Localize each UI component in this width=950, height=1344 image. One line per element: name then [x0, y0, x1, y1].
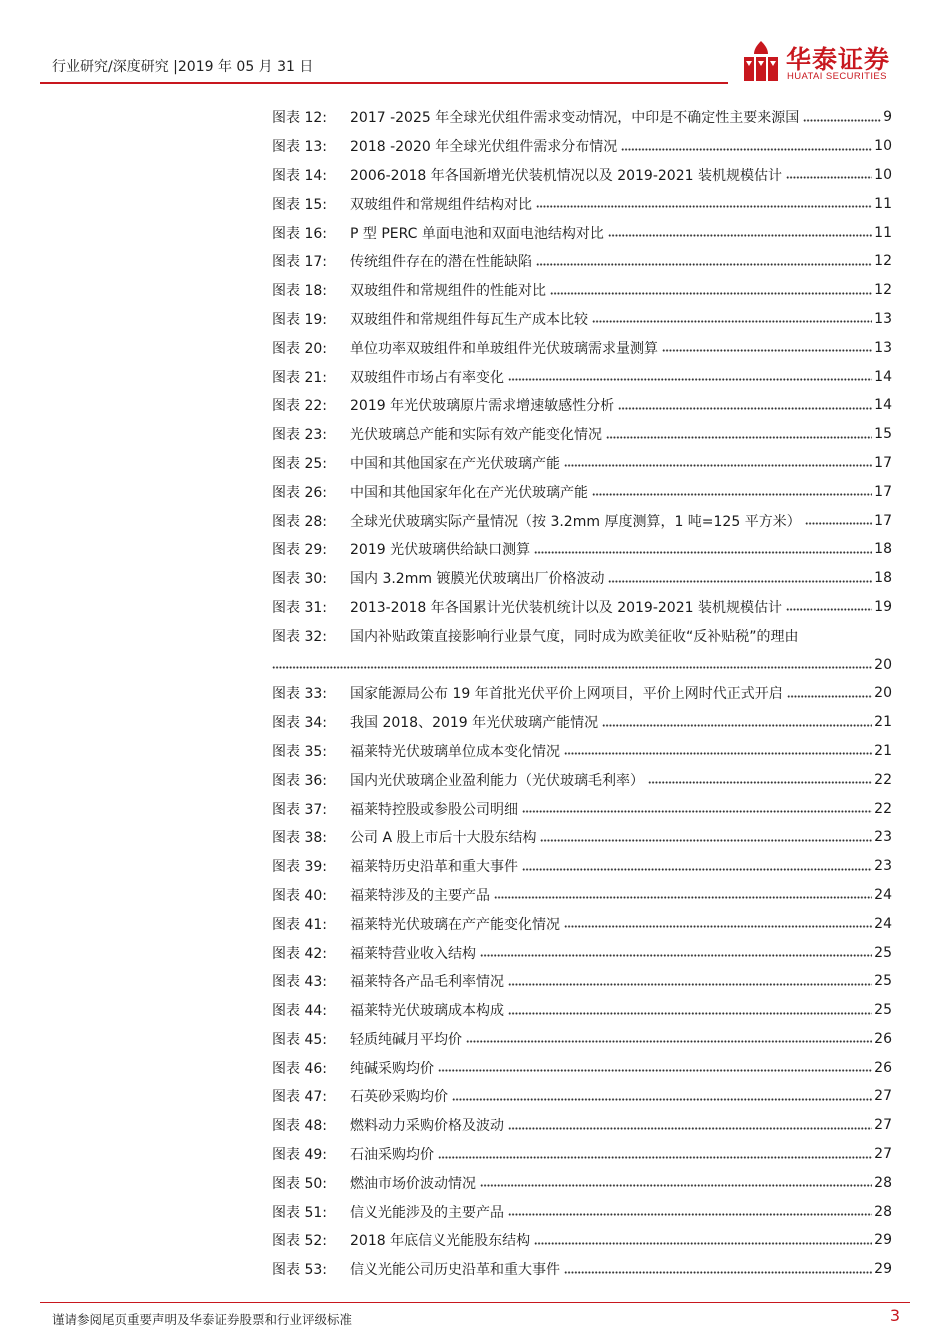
- toc-leader-dots: [508, 1210, 872, 1220]
- toc-leader-dots: [508, 1123, 872, 1133]
- toc-figure-title: 2018 -2020 年全球光伏组件需求分布情况: [350, 139, 618, 156]
- toc-figure-number: 图表 23:: [272, 427, 327, 444]
- toc-figure-title: 2019 光伏玻璃供给缺口测算: [350, 542, 531, 559]
- toc-page-number: 26: [874, 1059, 892, 1076]
- header-text: 行业研究/深度研究 |2019 年 05 月 31 日: [52, 59, 314, 75]
- toc-page-number: 27: [874, 1117, 892, 1134]
- toc-figure-number: 图表 35:: [272, 743, 327, 760]
- toc-leader-dots: [564, 1267, 872, 1277]
- toc-entry[interactable]: [272, 881, 892, 910]
- toc-leader-dots: [466, 1037, 872, 1047]
- toc-figure-title: 双玻组件和常规组件每瓦生产成本比较: [350, 311, 588, 328]
- toc-figure-title: 双玻组件和常规组件结构对比: [350, 196, 532, 213]
- toc-page-number: 14: [874, 397, 892, 414]
- toc-page-number: 18: [874, 541, 892, 558]
- toc-figure-number: 图表 36:: [272, 772, 327, 789]
- toc-figure-title: 福莱特控股或参股公司明细: [350, 801, 518, 818]
- toc-figure-number: 图表 19:: [272, 311, 327, 328]
- toc-figure-number: 图表 16:: [272, 225, 327, 242]
- toc-leader-dots: [438, 1152, 872, 1162]
- toc-page-number: 28: [874, 1174, 892, 1191]
- toc-page-number: 25: [874, 973, 892, 990]
- toc-page-number: 21: [874, 714, 892, 731]
- toc-figure-title: 中国和其他国家年化在产光伏玻璃产能: [350, 484, 588, 501]
- toc-page-number: 23: [874, 829, 892, 846]
- toc-figure-number: 图表 14:: [272, 167, 327, 184]
- toc-entry[interactable]: [272, 189, 892, 218]
- toc-page-number: 11: [874, 224, 892, 241]
- toc-leader-dots: [786, 173, 872, 183]
- toc-figure-title: 2018 年底信义光能股东结构: [350, 1233, 531, 1250]
- toc-entry[interactable]: [272, 996, 892, 1025]
- toc-entry[interactable]: [272, 218, 892, 247]
- toc-page-number: 24: [874, 915, 892, 932]
- toc-figure-title: 信义光能涉及的主要产品: [350, 1204, 504, 1221]
- toc-figure-title: 福莱特光伏玻璃在产产能变化情况: [350, 916, 560, 933]
- logo-english-name: HUATAI SECURITIES: [787, 71, 887, 82]
- toc-figure-title: 福莱特历史沿革和重大事件: [350, 859, 518, 876]
- toc-figure-title: P 型 PERC 单面电池和双面电池结构对比: [350, 225, 604, 242]
- toc-leader-dots: [508, 375, 872, 385]
- toc-page-number: 17: [874, 512, 892, 529]
- toc-figure-title: 福莱特营业收入结构: [350, 945, 476, 962]
- toc-entry[interactable]: [272, 593, 892, 622]
- toc-entry[interactable]: [272, 535, 892, 564]
- toc-figure-number: 图表 41:: [272, 916, 327, 933]
- toc-figure-title: 光伏玻璃总产能和实际有效产能变化情况: [350, 427, 602, 444]
- toc-figure-number: 图表 29:: [272, 542, 327, 559]
- toc-leader-dots: [480, 951, 872, 961]
- toc-leader-dots: [618, 403, 872, 413]
- toc-entry[interactable]: [272, 449, 892, 478]
- toc-page-number: 29: [874, 1232, 892, 1249]
- toc-entry[interactable]: [272, 477, 892, 506]
- toc-leader-dots: [564, 922, 872, 932]
- toc-entry[interactable]: [272, 420, 892, 449]
- toc-figure-number: 图表 31:: [272, 599, 327, 616]
- toc-entry[interactable]: [272, 621, 892, 650]
- toc-figure-number: 图表 50:: [272, 1175, 327, 1192]
- toc-figure-number: 图表 52:: [272, 1233, 327, 1250]
- toc-page-number: 22: [874, 771, 892, 788]
- toc-figure-title: 2006-2018 年各国新增光伏装机情况以及 2019-2021 装机规模估计: [350, 167, 782, 184]
- toc-entry[interactable]: [272, 276, 892, 305]
- toc-entry[interactable]: [272, 391, 892, 420]
- toc-leader-dots: [787, 691, 872, 701]
- toc-figure-title: 2019 年光伏玻璃原片需求增速敏感性分析: [350, 398, 615, 415]
- toc-figure-number: 图表 46:: [272, 1060, 327, 1077]
- toc-figure-title: 双玻组件和常规组件的性能对比: [350, 283, 546, 300]
- toc-figure-title: 福莱特光伏玻璃单位成本变化情况: [350, 743, 560, 760]
- toc-page-number: 20: [874, 685, 892, 702]
- toc-figure-number: 图表 39:: [272, 859, 327, 876]
- toc-leader-dots: [602, 720, 872, 730]
- toc-figure-title: 福莱特各产品毛利率情况: [350, 974, 504, 991]
- toc-page-number: 19: [874, 598, 892, 615]
- company-logo: [742, 40, 912, 86]
- toc-figure-number: 图表 21:: [272, 369, 327, 386]
- toc-leader-dots: [550, 288, 872, 298]
- toc-page-number: 26: [874, 1030, 892, 1047]
- toc-leader-dots: [522, 864, 872, 874]
- toc-entry[interactable]: [272, 506, 892, 535]
- toc-page-number: 25: [874, 944, 892, 961]
- toc-page-number: 12: [874, 253, 892, 270]
- toc-figure-number: 图表 20:: [272, 340, 327, 357]
- toc-figure-number: 图表 13:: [272, 139, 327, 156]
- toc-figure-title: 国家能源局公布 19 年首批光伏平价上网项目，平价上网时代正式开启: [350, 686, 783, 703]
- toc-entry[interactable]: [272, 679, 892, 708]
- toc-leader-dots: [272, 663, 872, 673]
- toc-figure-number: 图表 37:: [272, 801, 327, 818]
- toc-figure-title: 2017 -2025 年全球光伏组件需求变动情况，中印是不确定性主要来源国: [350, 110, 800, 127]
- toc-figure-number: 图表 48:: [272, 1118, 327, 1135]
- toc-page-number: 10: [874, 166, 892, 183]
- toc-entry[interactable]: [272, 909, 892, 938]
- toc-leader-dots: [648, 778, 872, 788]
- toc-figure-number: 图表 26:: [272, 484, 327, 501]
- toc-figure-number: 图表 33:: [272, 686, 327, 703]
- toc-entry[interactable]: [272, 1140, 892, 1169]
- toc-figure-title: 双玻组件市场占有率变化: [350, 369, 504, 386]
- toc-leader-dots: [522, 807, 872, 817]
- toc-leader-dots: [480, 1181, 872, 1191]
- figure-index-list: [272, 103, 892, 1284]
- toc-figure-title: 2013-2018 年各国累计光伏装机统计以及 2019-2021 装机规模估计: [350, 599, 782, 616]
- toc-leader-dots: [438, 1066, 872, 1076]
- toc-leader-dots: [608, 231, 872, 241]
- toc-figure-title: 全球光伏玻璃实际产量情况（按 3.2mm 厚度测算，1 吨=125 平方米）: [350, 513, 801, 530]
- toc-leader-dots: [803, 115, 881, 125]
- toc-leader-dots: [508, 1008, 872, 1018]
- toc-page-number: 9: [883, 109, 892, 126]
- toc-page-number: 11: [874, 195, 892, 212]
- toc-leader-dots: [494, 893, 872, 903]
- toc-figure-number: 图表 17:: [272, 254, 327, 271]
- toc-figure-number: 图表 34:: [272, 715, 327, 732]
- toc-leader-dots: [805, 519, 872, 529]
- toc-page-number: 24: [874, 886, 892, 903]
- toc-entry[interactable]: [272, 161, 892, 190]
- toc-page-number: 25: [874, 1002, 892, 1019]
- toc-page-number: 21: [874, 742, 892, 759]
- toc-figure-title: 国内光伏玻璃企业盈利能力（光伏玻璃毛利率）: [350, 772, 644, 789]
- toc-entry[interactable]: [272, 1025, 892, 1054]
- toc-page-number: 22: [874, 800, 892, 817]
- toc-leader-dots: [592, 317, 872, 327]
- toc-figure-number: 图表 38:: [272, 830, 327, 847]
- toc-entry[interactable]: [272, 362, 892, 391]
- toc-figure-title: 国内 3.2mm 镀膜光伏玻璃出厂价格波动: [350, 571, 605, 588]
- toc-leader-dots: [540, 835, 872, 845]
- logo-chinese-name: 华泰证券: [786, 45, 891, 74]
- huatai-logo-icon: [742, 40, 780, 82]
- toc-figure-number: 图表 22:: [272, 398, 327, 415]
- toc-figure-number: 图表 51:: [272, 1204, 327, 1221]
- toc-page-number: 17: [874, 483, 892, 500]
- toc-page-number: 18: [874, 570, 892, 587]
- toc-leader-dots: [606, 432, 872, 442]
- toc-entry[interactable]: [272, 794, 892, 823]
- toc-entry[interactable]: [272, 852, 892, 881]
- toc-entry[interactable]: [272, 765, 892, 794]
- toc-figure-title: 石英砂采购均价: [350, 1089, 448, 1106]
- toc-figure-title: 中国和其他国家在产光伏玻璃产能: [350, 455, 560, 472]
- toc-figure-title: 石油采购均价: [350, 1147, 434, 1164]
- toc-page-number: 29: [874, 1261, 892, 1278]
- toc-leader-dots: [662, 346, 872, 356]
- toc-figure-number: 图表 25:: [272, 455, 327, 472]
- toc-figure-title: 公司 A 股上市后十大股东结构: [350, 830, 537, 847]
- toc-leader-dots: [564, 461, 872, 471]
- toc-figure-number: 图表 42:: [272, 945, 327, 962]
- toc-page-number: 27: [874, 1088, 892, 1105]
- toc-figure-number: 图表 32:: [272, 628, 327, 645]
- toc-figure-title: 单位功率双玻组件和单玻组件光伏玻璃需求量测算: [350, 340, 658, 357]
- toc-leader-dots: [452, 1094, 872, 1104]
- toc-page-number: 14: [874, 368, 892, 385]
- toc-figure-title: 纯碱采购均价: [350, 1060, 434, 1077]
- toc-figure-number: 图表 49:: [272, 1147, 327, 1164]
- toc-figure-title: 我国 2018、2019 年光伏玻璃产能情况: [350, 715, 599, 732]
- toc-entry[interactable]: [272, 1082, 892, 1111]
- toc-figure-number: 图表 47:: [272, 1089, 327, 1106]
- toc-figure-title: 信义光能公司历史沿革和重大事件: [350, 1262, 560, 1279]
- toc-page-number: 10: [874, 138, 892, 155]
- toc-entry[interactable]: [272, 1053, 892, 1082]
- toc-entry[interactable]: [272, 1168, 892, 1197]
- toc-figure-title: 福莱特光伏玻璃成本构成: [350, 1003, 504, 1020]
- toc-entry[interactable]: [272, 1197, 892, 1226]
- toc-leader-dots: [592, 490, 872, 500]
- toc-page-number: 12: [874, 282, 892, 299]
- toc-figure-number: 图表 44:: [272, 1003, 327, 1020]
- toc-page-number: 28: [874, 1203, 892, 1220]
- toc-leader-dots: [621, 144, 872, 154]
- toc-figure-title: 国内补贴政策直接影响行业景气度，同时成为欧美征收“反补贴税”的理由: [350, 628, 799, 645]
- toc-page-number: 15: [874, 426, 892, 443]
- toc-leader-dots: [508, 979, 872, 989]
- toc-figure-title: 燃料动力采购价格及波动: [350, 1118, 504, 1135]
- toc-entry[interactable]: [272, 333, 892, 362]
- page-number: 3: [889, 1306, 900, 1325]
- toc-entry[interactable]: [272, 938, 892, 967]
- toc-leader-dots: [536, 202, 872, 212]
- toc-entry[interactable]: [272, 564, 892, 593]
- toc-figure-number: 图表 43:: [272, 974, 327, 991]
- toc-figure-title: 轻质纯碱月平均价: [350, 1031, 462, 1048]
- toc-leader-dots: [534, 547, 872, 557]
- toc-figure-number: 图表 12:: [272, 110, 327, 127]
- toc-leader-dots: [608, 576, 872, 586]
- toc-entry[interactable]: [272, 708, 892, 737]
- toc-page-number: 23: [874, 858, 892, 875]
- toc-entry[interactable]: [272, 737, 892, 766]
- toc-figure-number: 图表 30:: [272, 571, 327, 588]
- toc-leader-dots: [536, 259, 872, 269]
- toc-figure-number: 图表 15:: [272, 196, 327, 213]
- toc-leader-dots: [564, 749, 872, 759]
- toc-page-number: 13: [874, 339, 892, 356]
- toc-entry[interactable]: [272, 1255, 892, 1284]
- toc-figure-title: 福莱特涉及的主要产品: [350, 887, 490, 904]
- toc-page-number: 20: [874, 656, 892, 673]
- footer-rule: [40, 1302, 910, 1303]
- header-rule: [40, 82, 728, 84]
- toc-entry[interactable]: [272, 132, 892, 161]
- toc-page-number: 17: [874, 454, 892, 471]
- toc-entry[interactable]: [272, 967, 892, 996]
- toc-entry[interactable]: [272, 103, 892, 132]
- toc-entry[interactable]: [272, 1111, 892, 1140]
- toc-entry[interactable]: [272, 1226, 892, 1255]
- footer-disclaimer: 谨请参阅尾页重要声明及华泰证券股票和行业评级标准: [52, 1312, 353, 1327]
- toc-figure-title: 燃油市场价波动情况: [350, 1175, 476, 1192]
- toc-leader-dots: [786, 605, 872, 615]
- toc-entry[interactable]: [272, 247, 892, 276]
- toc-figure-number: 图表 53:: [272, 1262, 327, 1279]
- toc-figure-number: 图表 45:: [272, 1031, 327, 1048]
- toc-page-number: 27: [874, 1146, 892, 1163]
- toc-leader-dots: [534, 1238, 872, 1248]
- toc-figure-number: 图表 28:: [272, 513, 327, 530]
- toc-entry-continuation[interactable]: [0, 650, 892, 679]
- toc-figure-number: 图表 40:: [272, 887, 327, 904]
- toc-figure-title: 传统组件存在的潜在性能缺陷: [350, 254, 532, 271]
- toc-figure-number: 图表 18:: [272, 283, 327, 300]
- toc-entry[interactable]: [272, 823, 892, 852]
- toc-entry[interactable]: [272, 305, 892, 334]
- toc-page-number: 13: [874, 310, 892, 327]
